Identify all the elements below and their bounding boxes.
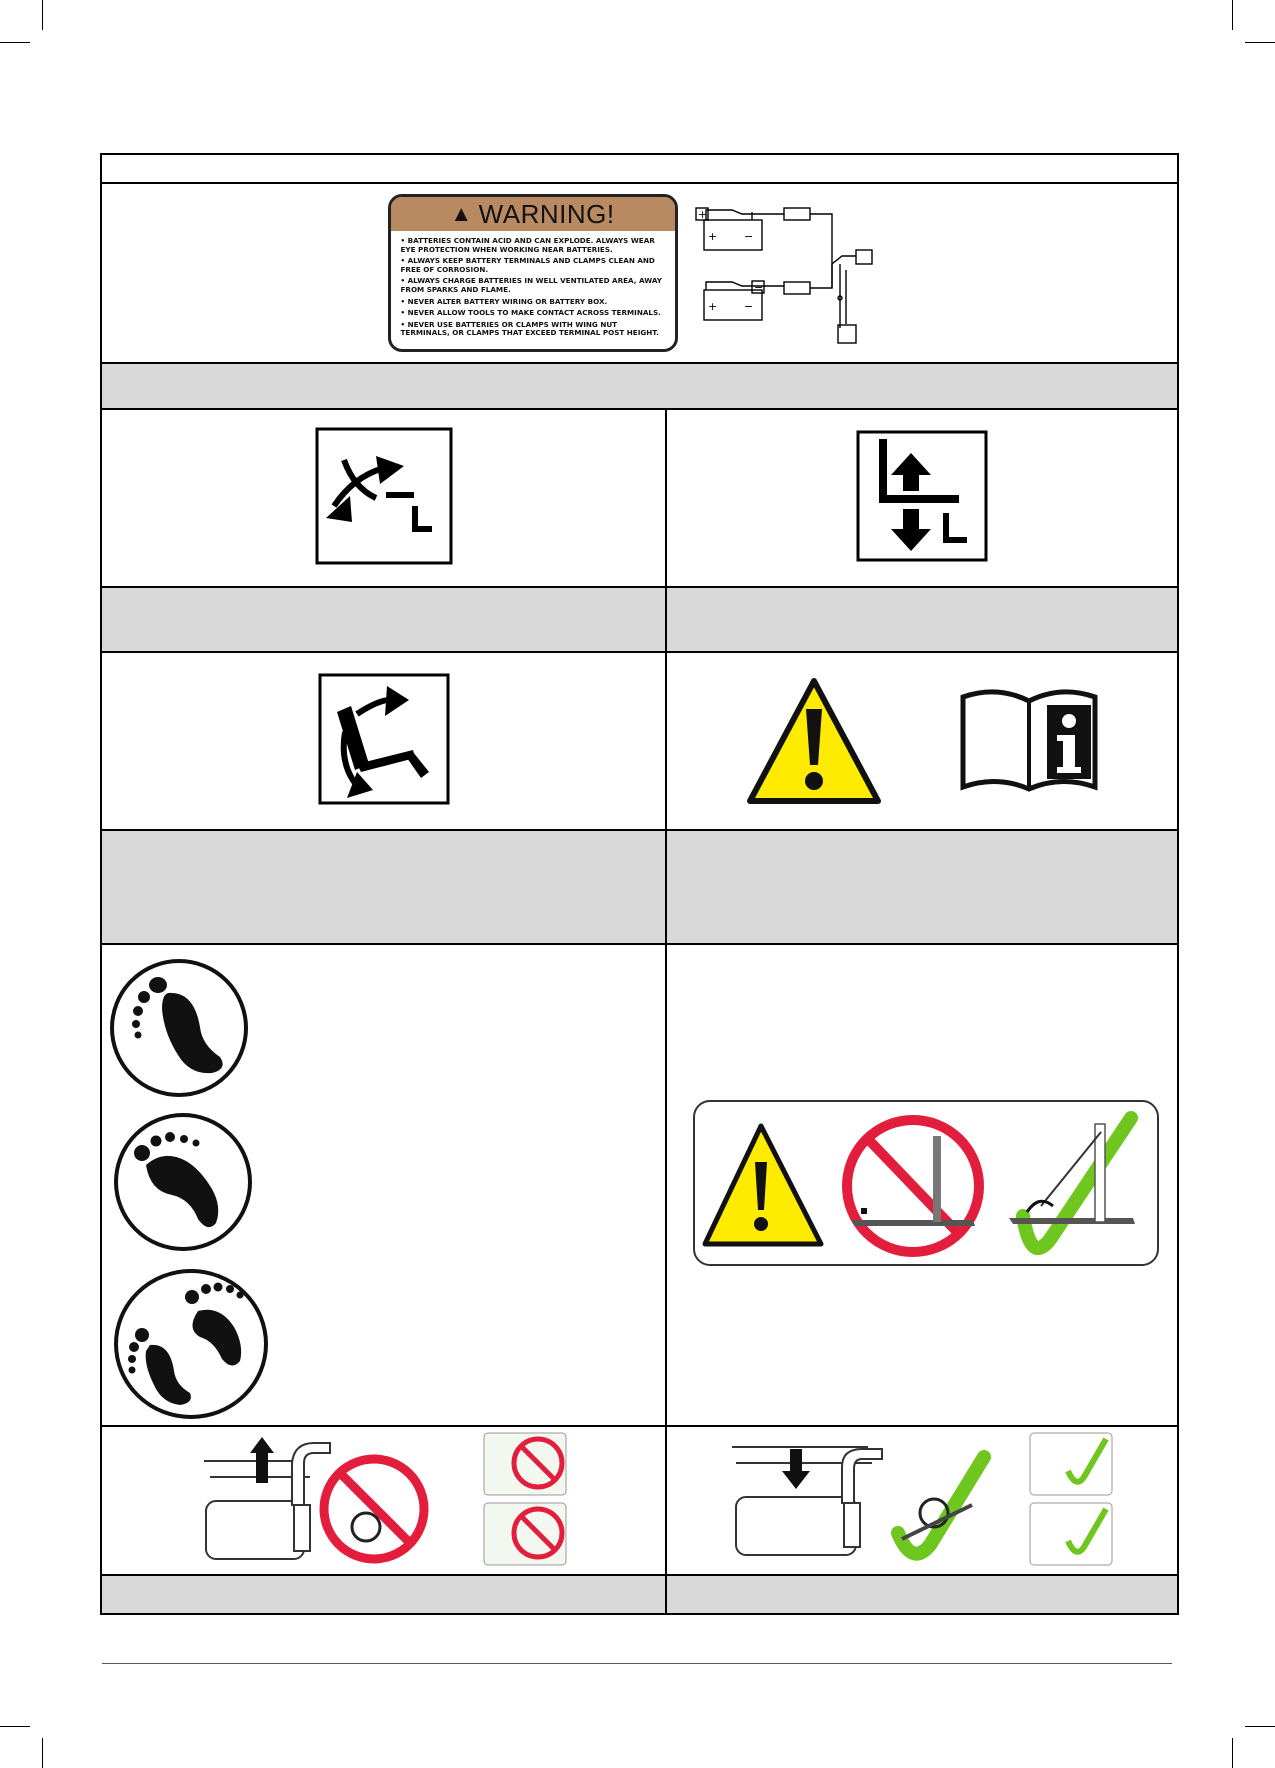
caption-cell (666, 830, 1178, 944)
warning-item: • BATTERIES CONTAIN ACID AND CAN EXPLODE. ALWAYS WEAR EYE PROTECTION WHEN WORKING NEAR BATTERIES. (401, 237, 669, 254)
warning-title: WARNING! (478, 198, 615, 229)
caption-cell (101, 587, 666, 652)
caption-cell (666, 1575, 1178, 1614)
right-foot-icon (112, 1111, 254, 1253)
brake-release-cell (101, 1426, 666, 1575)
both-feet-icon (112, 1267, 270, 1421)
warning-header (391, 197, 675, 231)
caption-row (101, 363, 1178, 409)
crop-mark (0, 1726, 30, 1727)
foot-symbols-cell (101, 944, 666, 1426)
crop-mark (1245, 1726, 1275, 1727)
plus-sign: + (707, 230, 717, 243)
crop-mark (1232, 0, 1233, 30)
battery-warning-cell (101, 183, 1178, 363)
minus-sign: − (743, 300, 753, 313)
minus-sign: − (743, 230, 753, 243)
caption-cell (101, 830, 666, 944)
warning-item: • ALWAYS KEEP BATTERY TERMINALS AND CLAMPS CLEAN AND FREE OF CORROSION. (401, 257, 669, 274)
crop-mark (1245, 42, 1275, 43)
recline-icon (314, 426, 454, 566)
seat-lift-symbol-cell (666, 409, 1178, 587)
tilt-symbol-cell (101, 652, 666, 830)
battery-warning-label (388, 194, 678, 352)
battery-wiring-diagram (692, 198, 892, 348)
read-manual-icon (957, 689, 1101, 793)
table-header-row (101, 154, 1178, 183)
brake-engage-cell (666, 1426, 1178, 1575)
recline-symbol-cell (101, 409, 666, 587)
warning-triangle-icon: ▲ (450, 201, 473, 226)
crop-mark (0, 42, 30, 43)
caption-cell (101, 1575, 666, 1614)
footrest-caution-icon (691, 1098, 1161, 1268)
warning-item: • NEVER ALTER BATTERY WIRING OR BATTERY BOX. (401, 298, 669, 307)
brake-lever-down-icon (722, 1427, 1122, 1569)
crop-mark (1232, 1738, 1233, 1768)
seat-lift-icon (855, 429, 989, 563)
plus-sign: + (697, 208, 707, 221)
warning-item: • NEVER ALLOW TOOLS TO MAKE CONTACT ACROSS TERMINALS. (401, 309, 669, 318)
warning-list (401, 237, 669, 338)
tilt-icon (317, 672, 451, 806)
warning-item: • ALWAYS CHARGE BATTERIES IN WELL VENTILATED AREA, AWAY FROM SPARKS AND FLAME. (401, 277, 669, 294)
brake-lever-up-icon (194, 1427, 574, 1569)
crop-mark (42, 0, 43, 30)
labels-table (100, 153, 1179, 1615)
plus-sign: + (707, 300, 717, 313)
footer-rule (102, 1663, 1172, 1664)
caption-cell (666, 587, 1178, 652)
minus-sign: − (753, 281, 763, 294)
caution-triangle-icon (744, 675, 884, 807)
footrest-caution-cell (666, 944, 1178, 1426)
warning-item: • NEVER USE BATTERIES OR CLAMPS WITH WING NUT TERMINALS, OR CLAMPS THAT EXCEED TERMINAL POST HEIGHT. (401, 321, 669, 338)
caution-manual-cell (666, 652, 1178, 830)
left-foot-icon (108, 957, 250, 1099)
crop-mark (42, 1738, 43, 1768)
